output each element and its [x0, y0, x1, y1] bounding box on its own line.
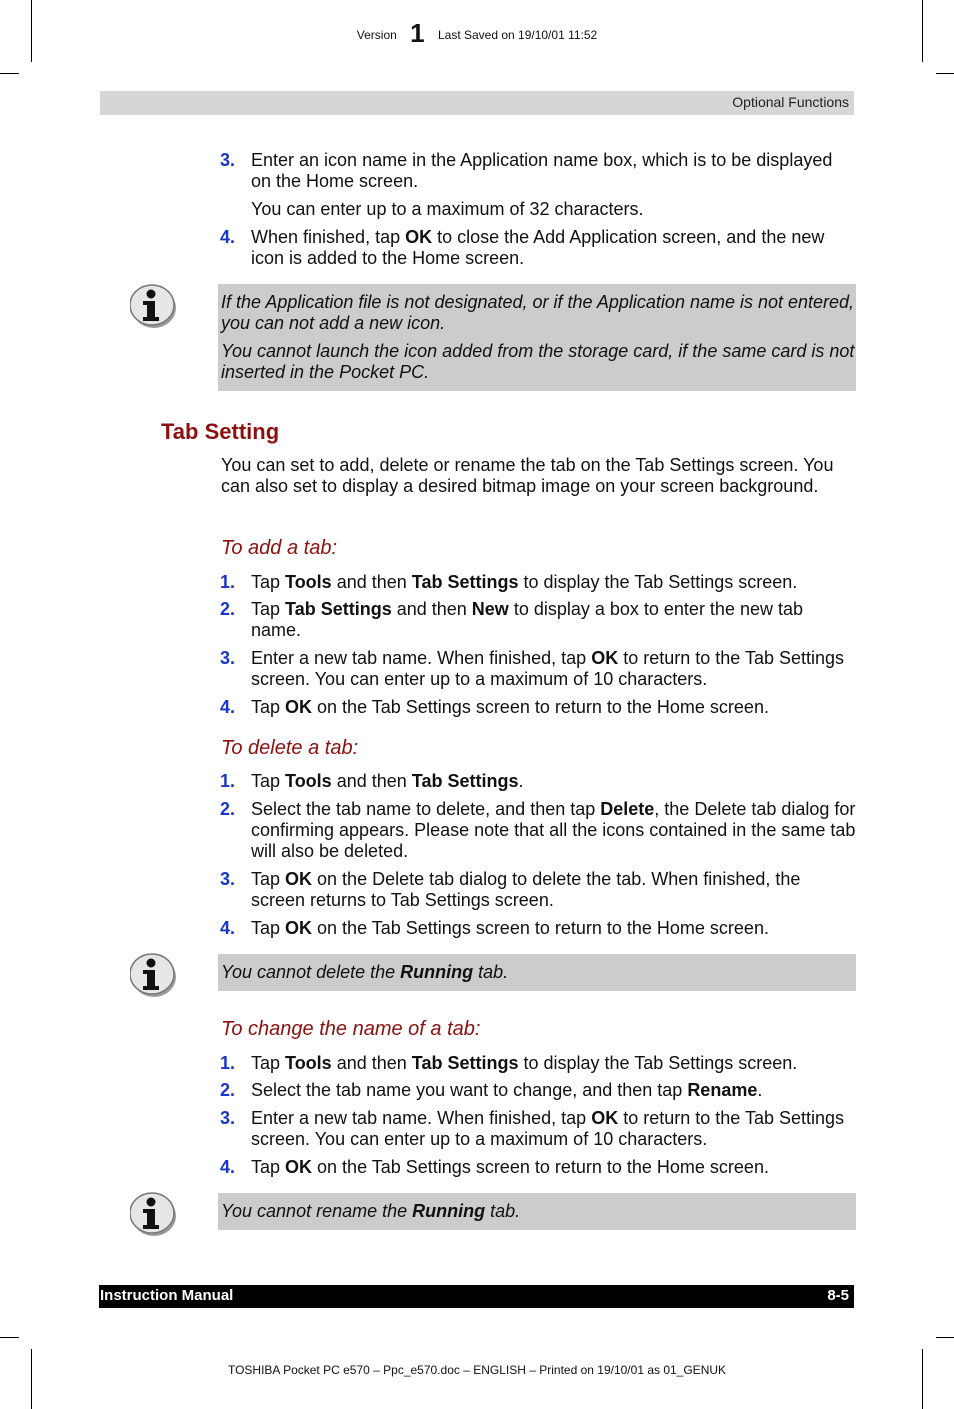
section-intro: You can set to add, delete or rename the tab on the Tab Settings screen. You can also set to display a desired bitmap image on your screen background. — [221, 455, 834, 496]
step-number: 2. — [220, 799, 236, 819]
header-bar — [100, 91, 854, 115]
crop-mark — [0, 73, 19, 74]
step-number: 1. — [220, 572, 236, 592]
header-section-name: Optional Functions — [732, 94, 849, 110]
note-text: You cannot rename the Running tab. — [221, 1201, 521, 1221]
print-info: TOSHIBA Pocket PC e570 – Ppc_e570.doc – ENGLISH – Printed on 19/10/01 as 01_GENUK — [227, 1363, 727, 1377]
subsection-heading: To change the name of a tab: — [221, 1018, 481, 1040]
note-text: You cannot launch the icon added from the storage card, if the same card is not inserted in the Pocket PC. — [221, 341, 855, 382]
note-box — [218, 284, 856, 391]
step-number: 2. — [220, 599, 236, 619]
crop-mark — [31, 1349, 32, 1409]
subsection-heading: To delete a tab: — [221, 737, 359, 759]
info-icon — [130, 282, 180, 330]
step-number: 4. — [220, 227, 236, 247]
page-number: 8-5 — [827, 1287, 849, 1304]
step-text: Select the tab name to delete, and then tap Delete, the Delete tab dialog for confirming appears. Please note that all the icons contained in the same tab will also be deleted. — [251, 799, 856, 861]
step-text: Enter an icon name in the Application name box, which is to be displayed on the Home screen. — [251, 150, 833, 191]
subsection-heading: To add a tab: — [221, 537, 338, 559]
version-number: 1 — [410, 18, 425, 48]
step-text: Select the tab name you want to change, and then tap Rename. — [251, 1080, 763, 1100]
step-number: 3. — [220, 869, 236, 889]
step-text: Tap OK on the Delete tab dialog to delete the tab. When finished, the screen returns to Tab Settings screen. — [251, 869, 801, 910]
version-label: Version — [356, 28, 397, 42]
step-number: 2. — [220, 1080, 236, 1100]
step-number: 1. — [220, 1053, 236, 1073]
last-saved: Last Saved on 19/10/01 11:52 — [437, 28, 598, 42]
version-line — [0, 18, 954, 49]
step-text: When finished, tap OK to close the Add Application screen, and the new icon is added to the Home screen. — [251, 227, 825, 268]
note-text: If the Application file is not designated, or if the Application name is not entered, you can not add a new icon. — [221, 292, 855, 333]
note-box — [218, 954, 856, 991]
step-number: 4. — [220, 918, 236, 938]
step-number: 4. — [220, 697, 236, 717]
step-text: Tap Tools and then Tab Settings to display the Tab Settings screen. — [251, 572, 798, 592]
crop-mark — [936, 73, 954, 74]
footer-bar — [99, 1285, 854, 1308]
step-number: 3. — [220, 150, 236, 170]
step-number: 3. — [220, 1108, 236, 1128]
step-number: 4. — [220, 1157, 236, 1177]
note-box — [218, 1193, 856, 1230]
step-text: Enter a new tab name. When finished, tap OK to return to the Tab Settings screen. You can enter up to a maximum of 10 characters. — [251, 1108, 845, 1149]
info-icon — [130, 951, 180, 999]
step-text: Tap Tools and then Tab Settings. — [251, 771, 524, 791]
step-text: Tap OK on the Tab Settings screen to return to the Home screen. — [251, 697, 769, 717]
step-number: 1. — [220, 771, 236, 791]
info-icon — [130, 1190, 180, 1238]
step-text: Tap OK on the Tab Settings screen to return to the Home screen. — [251, 918, 769, 938]
step-number: 3. — [220, 648, 236, 668]
step-text: Tap OK on the Tab Settings screen to return to the Home screen. — [251, 1157, 769, 1177]
note-text: You cannot delete the Running tab. — [221, 962, 509, 982]
footer-manual-title: Instruction Manual — [100, 1287, 234, 1304]
step-text: Tap Tools and then Tab Settings to display the Tab Settings screen. — [251, 1053, 798, 1073]
crop-mark — [922, 1349, 923, 1409]
step-text: Tap Tab Settings and then New to display a box to enter the new tab name. — [251, 599, 803, 640]
step-text: Enter a new tab name. When finished, tap OK to return to the Tab Settings screen. You can enter up to a maximum of 10 characters. — [251, 648, 845, 689]
crop-mark — [936, 1337, 954, 1338]
section-title: Tab Setting — [161, 419, 280, 444]
step-note-text: You can enter up to a maximum of 32 characters. — [251, 199, 644, 219]
crop-mark — [0, 1337, 19, 1338]
